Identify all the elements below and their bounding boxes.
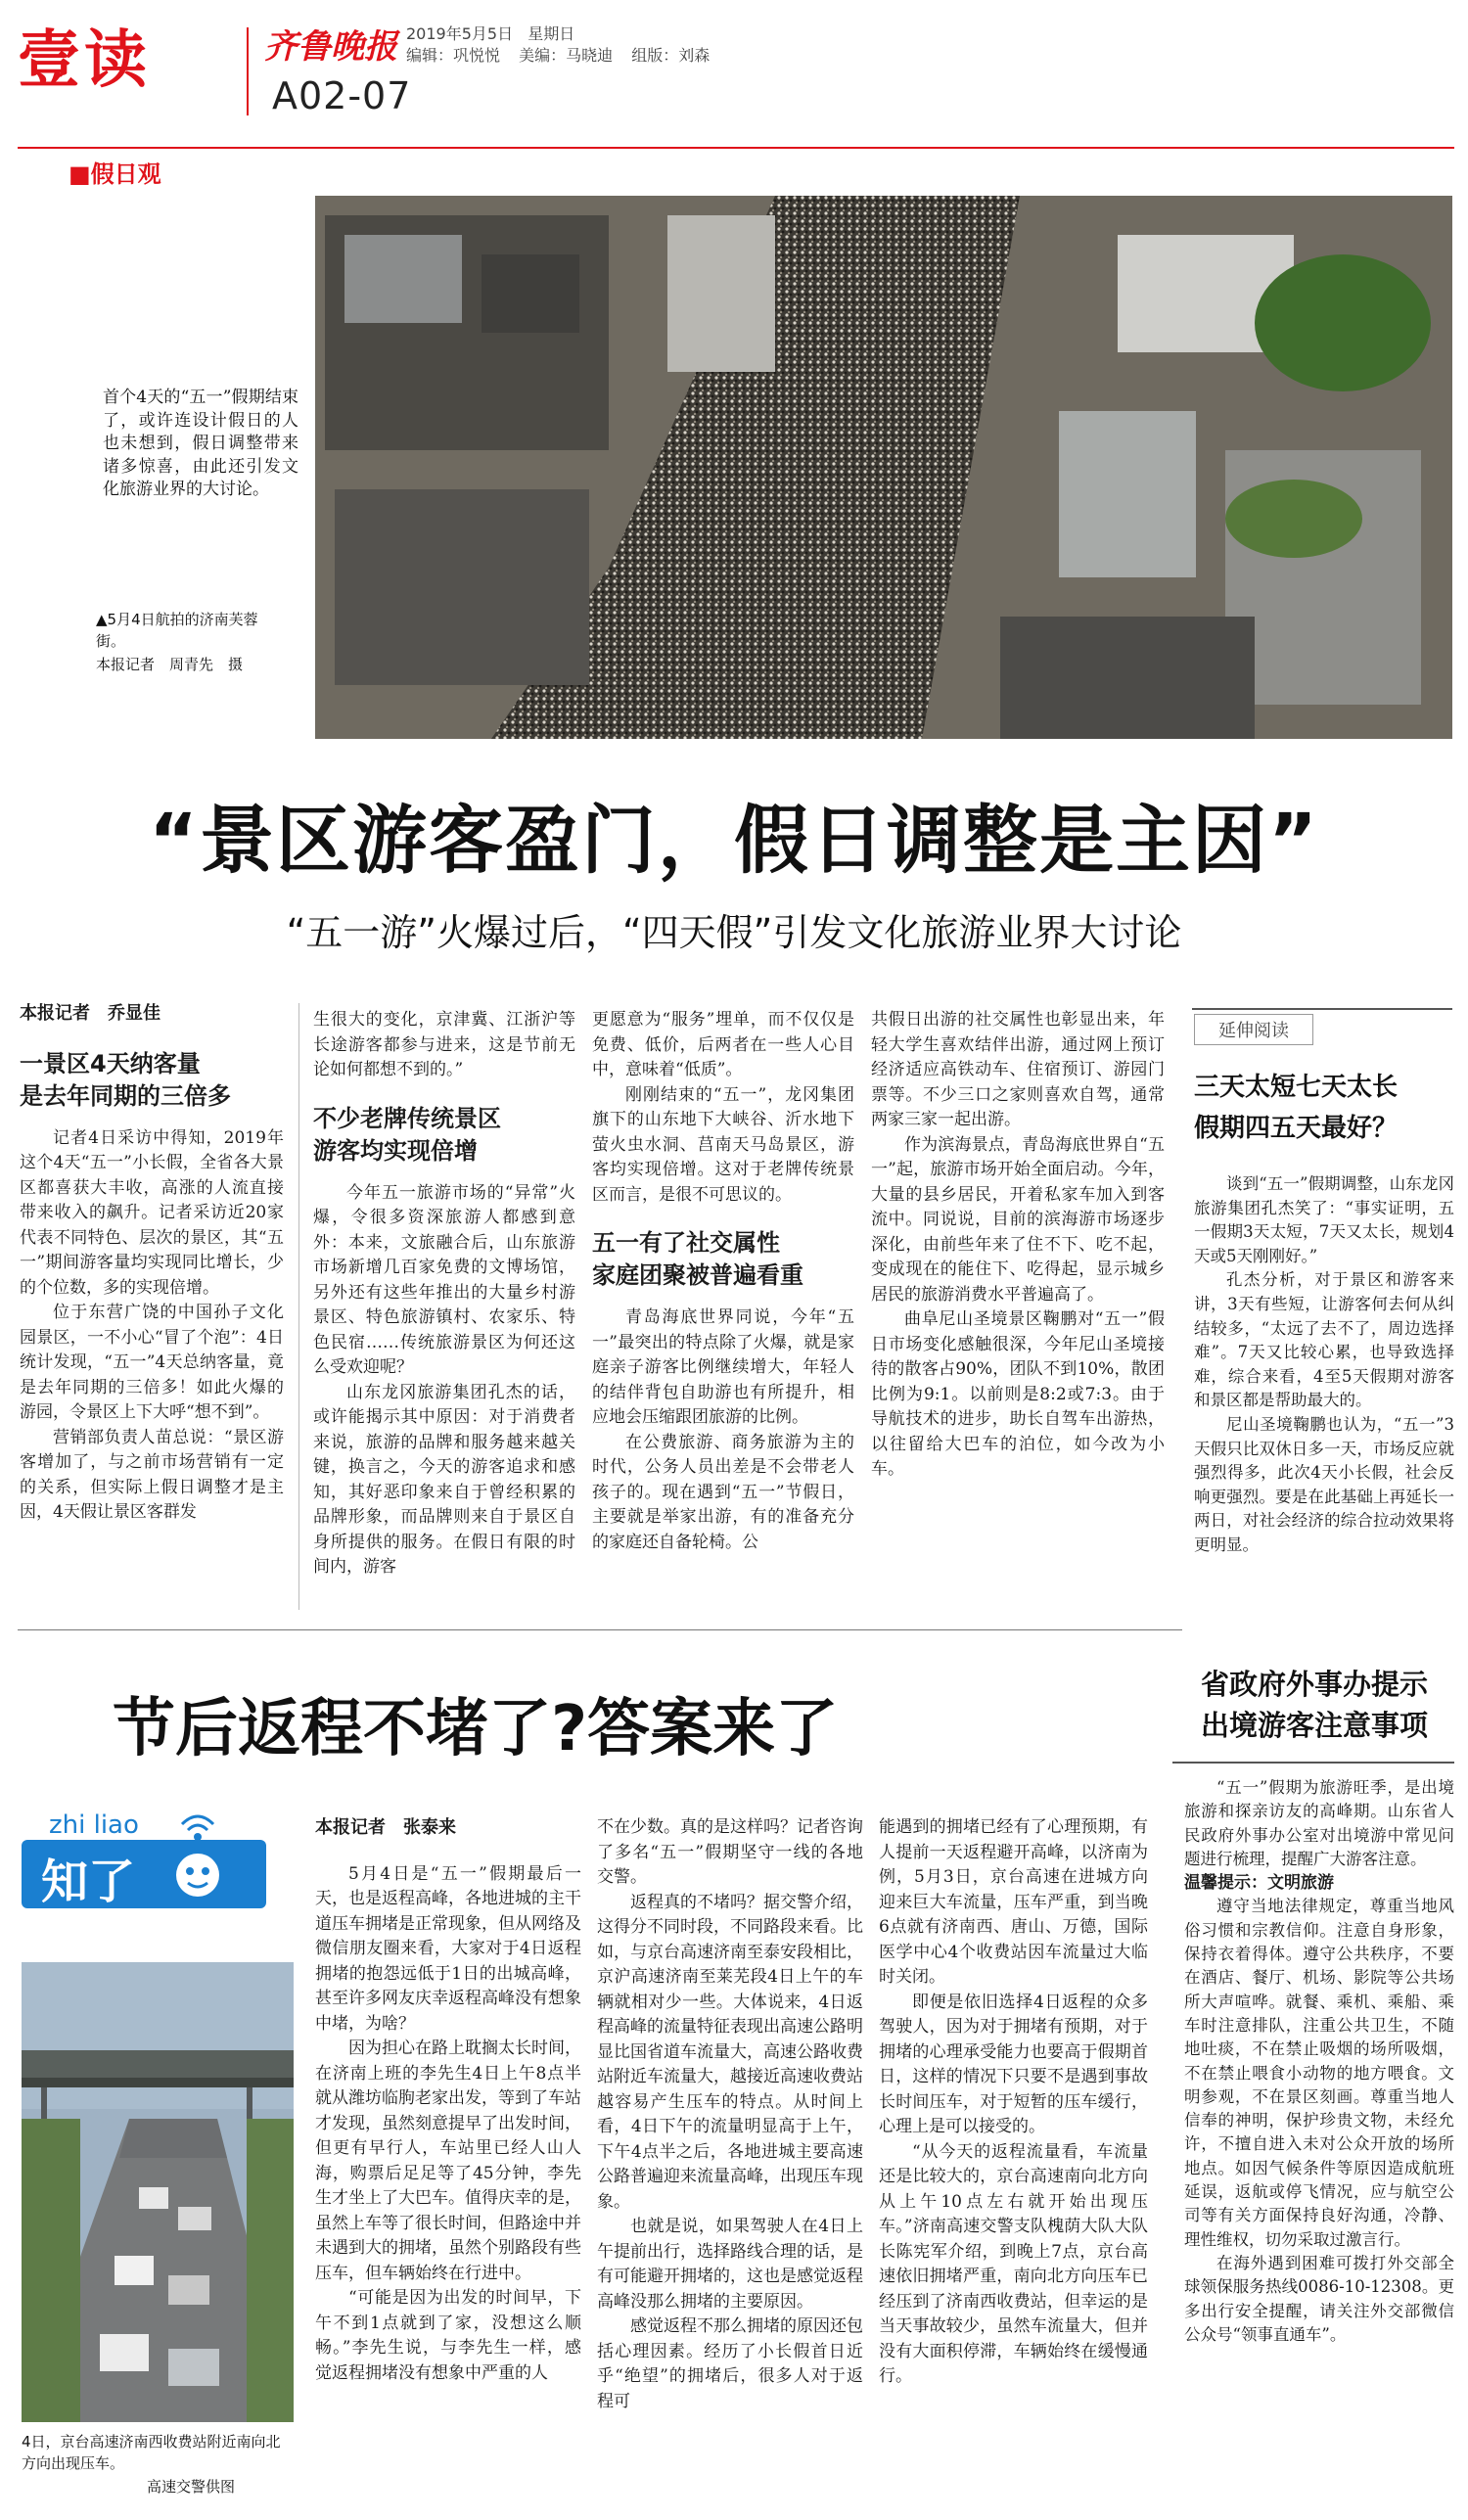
- sidebar2-rule: [1172, 1762, 1454, 1764]
- photo-credit: 本报记者 周青先 摄: [96, 656, 244, 673]
- photo-caption: ▲5月4日航拍的济南芙蓉街。: [96, 611, 258, 650]
- story2-col3-body: [879, 1815, 1148, 2390]
- story2-byline: 本报记者 张泰来: [315, 1817, 456, 1838]
- aerial-photo: [315, 196, 1452, 739]
- story2-col2: [597, 1815, 863, 2414]
- brand-name: 知了: [41, 1855, 136, 1909]
- sidebar2-para2: 遵守当地法律规定，尊重当地风俗习惯和宗教信仰。注意自身形象，保持衣着得体。遵守公共秩序，不要在酒店、餐厅、机场、影院等公共场所大声喧哗。就餐、乘机、乘船、乘车时注意排队，注重公共卫生，不随地吐痰，不在禁止吸烟的场所吸烟，不在禁止喂食小动物的地方喂食。文明参观，不在景区刻画。尊重当地人信奉的神明，保护珍贵文物，未经允许，不擅自进入未对公众开放的场所地点。如因气候条件等原因造成航班延误，返航或停飞情况，应与航空公司等有关方面保持良好沟通，冷静、理性维权，切勿采取过激言行。: [1184, 1897, 1454, 2249]
- paragraph: 感觉返程不那么拥堵的原因还包括心理因素。经历了小长假首日近乎“绝望”的拥堵后，很多人对于返程可: [597, 2316, 863, 2411]
- story2-col1-body: [315, 1862, 581, 2387]
- paragraph: 位于东营广饶的中国孙子文化园景区，一不小心“冒了个泡”：4日统计发现，“五一”4天总纳客量，竟是去年同期的三倍多！如此火爆的游园，令景区上下大呼“想不到”。: [20, 1303, 284, 1422]
- sidebar2-body: [1184, 1776, 1454, 2347]
- story1-col3-body-top: [592, 1008, 854, 1208]
- story1-col2-subhead: 不少老牌传统景区 游客均实现倍增: [313, 1104, 501, 1165]
- sidebar2-para3: 在海外遇到困难可拨打外交部全球领保服务热线0086-10-12308。更多出行安全提醒，请关注外交部微信公众号“领事直通车”。: [1184, 2253, 1454, 2344]
- art-editor: 美编：马晓迪: [519, 46, 614, 65]
- story1-col3: [592, 1008, 854, 1555]
- paragraph: 不在少数。真的是这样吗？记者咨询了多名“五一”假期坚守一线的各地交警。: [597, 1817, 863, 1887]
- masthead-rule: [18, 147, 1454, 149]
- proofreader: 组版：刘森: [631, 46, 711, 65]
- paragraph: 青岛海底世界同说，今年“五一”最突出的特点除了火爆，就是家庭亲子游客比例继续增大，年轻人的结伴背包自助游也有所提升，相应地会压缩跟团旅游的比例。: [592, 1307, 854, 1427]
- paragraph: 孔杰分析，对于景区和游客来讲，3天有些短，让游客何去何从纠结较多，“太远了去不了，周边选择难”。7天又比较心累，也导致选择难，综合来看，4至5天假期对游客和景区都是帮助最大的。: [1194, 1270, 1454, 1410]
- story1-col2-body-top: [313, 1008, 575, 1083]
- story2-col3: [879, 1815, 1148, 2390]
- paragraph: 共假日出游的社交属性也彰显出来，年轻大学生喜欢结伴出游，通过网上预订经济适应高铁动车、住宿预订、游园门票等。不少三口之家则喜欢自驾，通常两家三家一起出游。: [871, 1010, 1165, 1129]
- paragraph: 生很大的变化，京津冀、江浙沪等长途游客都参与进来，这是节前无论如何都想不到的。”: [313, 1010, 575, 1079]
- sidebar2-para1: “五一”假期为旅游旺季，是出境旅游和探亲访友的高峰期。山东省人民政府外事办公室对出境游中常见问题进行梳理，提醒广大游客注意。: [1184, 1778, 1454, 1868]
- mascot-icon-graphic: [168, 1850, 227, 1901]
- photo-intro: 首个4天的“五一”假期结束了，或许连设计假日的人也未想到，假日调整带来诸多惊喜，由此还引发文化旅游业界的大讨论。: [103, 388, 298, 499]
- paragraph: 记者4日采访中得知，2019年这个4天“五一”小长假，全省各大景区都喜获大丰收，高涨的人流直接带来收入的飙升。记者采访近20家代表不同特色、层次的景区，其“五一”期间游客量均实现同比增长，少的个位数，多的实现倍增。: [20, 1127, 284, 1298]
- story1-col2: [313, 1008, 575, 1581]
- paragraph: 曲阜尼山圣境景区鞠鹏对“五一”假日市场变化感触很深，今年尼山圣境接待的散客占90%，团队不到10%，散团比例为9:1。以前则是8:2或7:3。由于导航技术的进步，助长自驾车出游热，以往留给大巴车的泊位，如今改为小车。: [871, 1309, 1165, 1479]
- paragraph: “可能是因为出发的时间早，下午不到1点就到了家，没想这么顺畅。”李先生说，与李先生一样，感觉返程拥堵没有想象中严重的人: [315, 2288, 581, 2383]
- section-tag: ■假日观: [69, 160, 161, 188]
- story-separator: [18, 1629, 1182, 1630]
- editor: 编辑：巩悦悦: [406, 46, 501, 65]
- story1-col4: [871, 1008, 1165, 1483]
- story1-headline: “景区游客盈门，假日调整是主因”: [149, 797, 1319, 884]
- mascot-icon: [168, 1850, 227, 1904]
- col-divider: [298, 1003, 299, 1610]
- section-title: 壹读: [18, 24, 151, 97]
- story1-subheadline: “五一游”火爆过后，“四天假”引发文化旅游业界大讨论: [286, 911, 1182, 954]
- masthead-divider: [247, 27, 249, 115]
- story1-col4-body: [871, 1008, 1165, 1483]
- story2-col1: [315, 1815, 581, 2386]
- paragraph: 因为担心在路上耽搁太长时间，在济南上班的李先生4日上午8点半就从潍坊临朐老家出发，等到了车站才发现，虽然刻意提早了出发时间，但更有早行人，车站里已经人山人海，购票后足足等了45分钟，李先生才坐上了大巴车。值得庆幸的是，虽然上车等了很长时间，但路途中并未遇到大的拥堵，虽然个别路段有些压车，但车辆始终在行进中。: [315, 2039, 581, 2283]
- sidebar1-headline: 三天太短七天太长 假期四五天最好？: [1194, 1073, 1399, 1143]
- brand-pinyin: zhi liao: [49, 1810, 139, 1840]
- sidebar2-tip-label: 温馨提示：文明旅游: [1184, 1873, 1334, 1894]
- story1-col2-body: [313, 1181, 575, 1581]
- paragraph: 返程真的不堵吗？据交警介绍，这得分不同时段，不同路段来看。比如，与京台高速济南至泰安段相比，京沪高速济南至莱芜段4日上午的车辆就相对少一些。大体说来，4日返程高峰的流量特征表现出高速公路明显比国省道车流量大，高速公路收费站附近车流量大，越接近高速收费站越容易产生压车的特点。从时间上看，4日下午的流量明显高于上午，下午4点半之后，各地进城主要高速公路普遍迎来流量高峰，出现压车现象。: [597, 1892, 863, 2212]
- highway-photo-caption: 4日，京台高速济南西收费站附近南向北方向出现压车。: [22, 2433, 281, 2472]
- paragraph: 营销部负责人苗总说：“景区游客增加了，与之前市场营销有一定的关系，但实际上假日调整才是主因，4天假让景区客群发: [20, 1427, 284, 1522]
- paragraph: 山东龙冈旅游集团孔杰的话，或许能揭示其中原因：对于消费者来说，旅游的品牌和服务越来越关键，换言之，今天的游客追求和感知，其好恶印象来自于曾经积累的品牌形象，而品牌则来自于景区自身所提供的服务。在假日有限的时间内，游客: [313, 1382, 575, 1577]
- page-code: A02-07: [272, 74, 412, 117]
- paragraph: 在公费旅游、商务旅游为主的时代，公务人员出差是不会带老人孩子的。现在遇到“五一”节假日，主要就是举家出游，有的准备充分的家庭还自备轮椅。公: [592, 1432, 854, 1552]
- story1-col3-subhead: 五一有了社交属性 家庭团聚被普遍看重: [592, 1229, 803, 1289]
- story1-byline: 本报记者 乔显佳: [20, 1003, 161, 1024]
- story1-col1-subhead: 一景区4天纳客量 是去年同期的三倍多: [20, 1049, 231, 1110]
- paragraph: 谈到“五一”假期调整，山东龙冈旅游集团孔杰笑了：“事实证明，五一假期3天太短，7天又太长，规划4天或5天刚刚好。”: [1194, 1174, 1454, 1265]
- story1-col1: [20, 1001, 284, 1526]
- issue-weekday: 星期日: [528, 24, 575, 43]
- paragraph: 更愿意为“服务”埋单，而不仅仅是免费、低价，后两者在一些人心目中，意味着“低质”。: [592, 1010, 854, 1079]
- highway-photo-credit: 高速交警供图: [147, 2478, 236, 2496]
- sidebar1-label: 延伸阅读: [1194, 1014, 1313, 1045]
- paragraph: “从今天的返程流量看，车流量还是比较大的，京台高速南向北方向从上午10点左右就开始出现压车。”济南高速交警支队槐荫大队大队长陈宪军介绍，到晚上7点，京台高速依旧拥堵严重，南向北方向压车已经压到了济南西收费站，但幸运的是当天事故较少，虽然车流量大，但并没有大面积停滞，车辆始终在缓慢通行。: [879, 2141, 1148, 2386]
- paragraph: 尼山圣境鞠鹏也认为，“五一”3天假只比双休日多一天，市场反应就强烈得多，此次4天小长假，社会反响更强烈。要是在此基础上再延长一两日，对社会经济的综合拉动效果将更明显。: [1194, 1414, 1454, 1554]
- sidebar1-top-rule: [1192, 1008, 1452, 1010]
- sidebar2-headline: 省政府外事办提示 出境游客注意事项: [1200, 1668, 1428, 1742]
- paragraph: 能遇到的拥堵已经有了心理预期，有人提前一天返程避开高峰，以济南为例，5月3日，京台高速在进城方向迎来巨大车流量，压车严重，到当晚6点就有济南西、唐山、万德，国际医学中心4个收费站因车流量过大临时关闭。: [879, 1817, 1148, 1987]
- highway-photo-graphic: [22, 1962, 294, 2422]
- staff-info: [406, 43, 710, 66]
- paragraph: 也就是说，如果驾驶人在4日上午提前出行，选择路线合理的话，是有可能避开拥堵的，这也是感觉返程高峰没那么拥堵的主要原因。: [597, 2217, 863, 2312]
- story1-col1-body: [20, 1126, 284, 1526]
- wifi-icon-graphic: [178, 1810, 217, 1844]
- paragraph: 刚刚结束的“五一”，龙冈集团旗下的山东地下大峡谷、沂水地下萤火虫水洞、莒南天马岛景区，游客均实现倍增。这对于老牌传统景区而言，是很不可思议的。: [592, 1084, 854, 1205]
- issue-date: 2019年5月5日: [406, 24, 514, 43]
- story2-headline: 节后返程不堵了?答案来了: [113, 1693, 839, 1765]
- paragraph: 作为滨海景点，青岛海底世界自“五一”起，旅游市场开始全面启动。今年，大量的县乡居民，开着私家车加入到客流中。同说说，目前的滨海游市场逐步深化，由前些年来了住不下、吃不起，变成现在的能住下、吃得起，显示城乡居民的旅游消费水平普遍高了。: [871, 1134, 1165, 1305]
- sidebar1-body: [1194, 1172, 1454, 1558]
- brand-name-badge: [22, 1840, 266, 1908]
- aerial-photo-graphic: [315, 196, 1452, 739]
- story1-col3-body: [592, 1306, 854, 1555]
- story2-col2-body: [597, 1815, 863, 2414]
- paper-logo: 齐鲁晚报: [264, 27, 397, 67]
- paragraph: 今年五一旅游市场的“异常”火爆，令很多资深旅游人都感到意外：本来，文旅融合后，山东旅游市场新增几百家免费的文博场馆，另外还有这些年推出的大量乡村游景区、特色旅游镇村、农家乐、特色民宿……传统旅游景区为何还这么受欢迎呢？: [313, 1182, 575, 1377]
- paragraph: 5月4日是“五一”假期最后一天，也是返程高峰，各地进城的主干道压车拥堵是正常现象，但从网络及微信朋友圈来看，大家对于4日返程拥堵的抱怨远低于1日的出城高峰，甚至许多网友庆幸返程高峰没有想象中堵，为啥？: [315, 1863, 581, 2034]
- paragraph: 即便是依旧选择4日返程的众多驾驶人，因为对于拥堵有预期，对于拥堵的心理承受能力也要高于假期首日，这样的情况下只要不是遇到事故长时间压车，对于短暂的压车缓行，心理上是可以接受的。: [879, 1992, 1148, 2136]
- highway-photo: [22, 1962, 294, 2422]
- issue-info: [406, 22, 574, 44]
